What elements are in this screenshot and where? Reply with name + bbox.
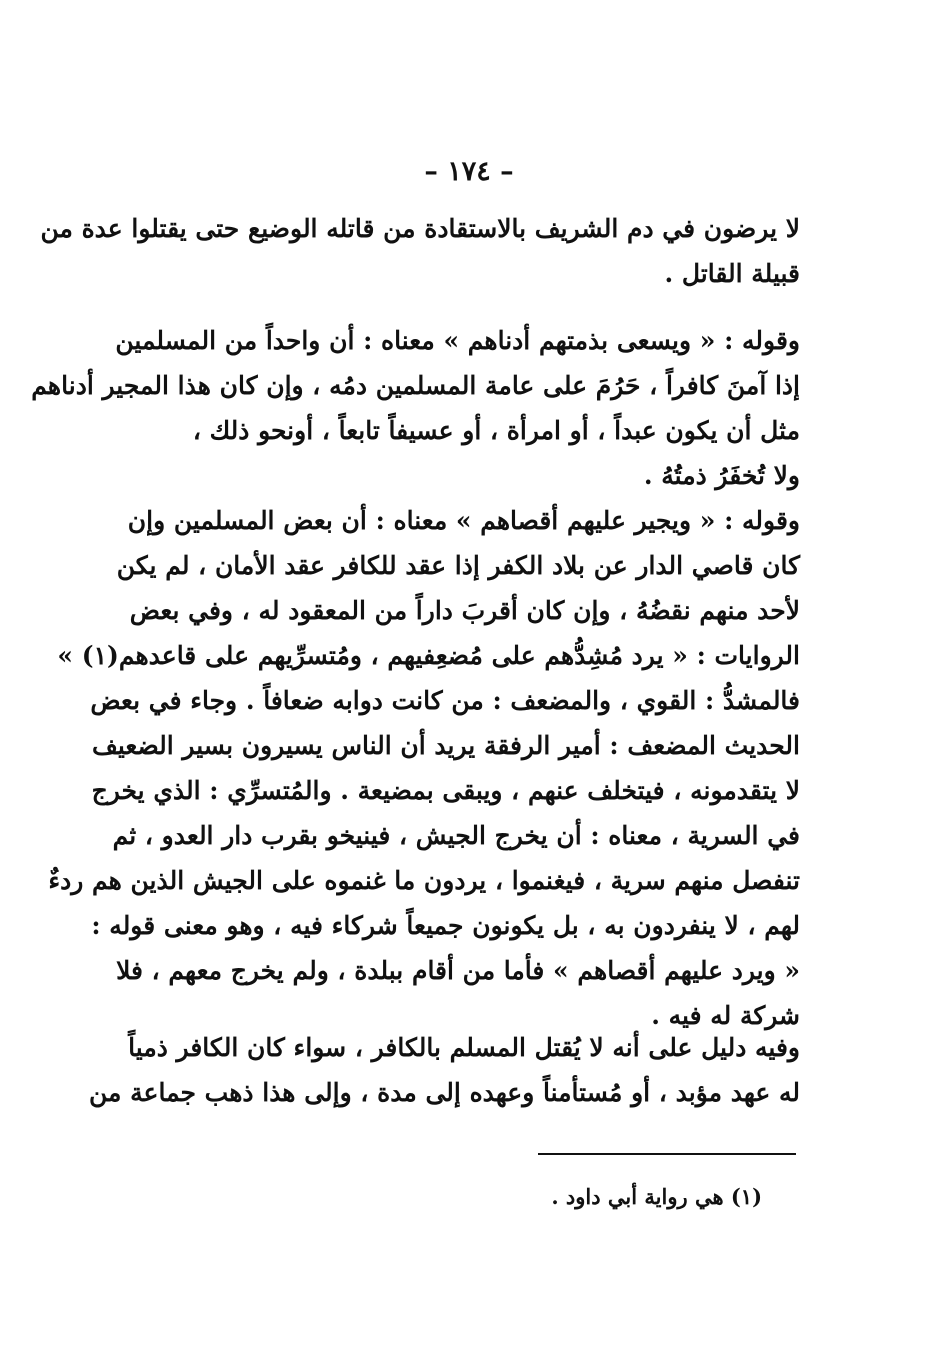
- paragraph-3: [48, 498, 800, 1038]
- text-line: قبيلة القاتل .: [664, 259, 800, 288]
- text-line: الروايات : « يرد مُشِدُّهم على مُضعِفيهم ، ومُتسرِّيهم على قاعدهم(١) »: [57, 641, 800, 670]
- paragraph-1: [40, 206, 800, 296]
- footnote: (١) هي رواية أبي داود .: [551, 1184, 762, 1209]
- text-line: تنفصل منهم سرية ، فيغنموا ، يردون ما غنموه على الجيش الذين هم ردءٌ: [48, 866, 800, 895]
- text-line: وقوله : « ويسعى بذمتهم أدناهم » معناه : أن واحداً من المسلمين: [115, 326, 800, 355]
- text-line: « ويرد عليهم أقصاهم » فأما من أقام ببلدة ، ولم يخرج معهم ، فلا: [116, 956, 800, 985]
- page-number: – ١٧٤ –: [424, 156, 514, 187]
- text-line: في السرية ، معناه : أن يخرج الجيش ، فينيخو بقرب دار العدو ، ثم: [112, 821, 800, 850]
- footnote-divider: [538, 1153, 796, 1155]
- text-line: شركة له فيه .: [651, 1001, 800, 1030]
- text-line: إذا آمنَ كافراً ، حَرُمَ على عامة المسلمين دمُه ، وإن كان هذا المجير أدناهم: [31, 371, 800, 400]
- text-line: مثل أن يكون عبداً ، أو امرأة ، أو عسيفاً تابعاً ، أونحو ذلك ،: [192, 416, 800, 445]
- text-line: لأحد منهم نقضُهُ ، وإن كان أقربَ داراً من المعقود له ، وفي بعض: [129, 596, 800, 625]
- text-line: وفيه دليل على أنه لا يُقتل المسلم بالكافر ، سواء كان الكافر ذمياً: [128, 1033, 800, 1062]
- text-line: ولا تُخفَرُ ذمتُهُ .: [643, 461, 800, 490]
- text-line: الحديث المضعف : أمير الرفقة يريد أن الناس يسيرون بسير الضعيف: [92, 731, 800, 760]
- text-line: فالمشدُّ : القوي ، والمضعف : من كانت دوابه ضعافاً . وجاء في بعض: [90, 686, 800, 715]
- text-line: لا يرضون في دم الشريف بالاستقادة من قاتله الوضيع حتى يقتلوا عدة من: [40, 214, 800, 243]
- text-line: لهم ، لا ينفردون به ، بل يكونون جميعاً شركاء فيه ، وهو معنى قوله :: [91, 911, 800, 940]
- text-line: لا يتقدمونه ، فيتخلف عنهم ، ويبقى بمضيعة . والمُتسرِّي : الذي يخرج: [91, 776, 800, 805]
- paragraph-4: [89, 1025, 800, 1115]
- paragraph-2: [31, 318, 800, 498]
- text-line: وقوله : « ويجير عليهم أقصاهم » معناه : أن بعض المسلمين وإن: [127, 506, 800, 535]
- text-line: له عهد مؤبد ، أو مُستأمناً وعهده إلى مدة ، وإلى هذا ذهب جماعة من: [89, 1078, 800, 1107]
- text-line: كان قاصي الدار عن بلاد الكفر إذا عقد للكافر عقد الأمان ، لم يكن: [116, 551, 800, 580]
